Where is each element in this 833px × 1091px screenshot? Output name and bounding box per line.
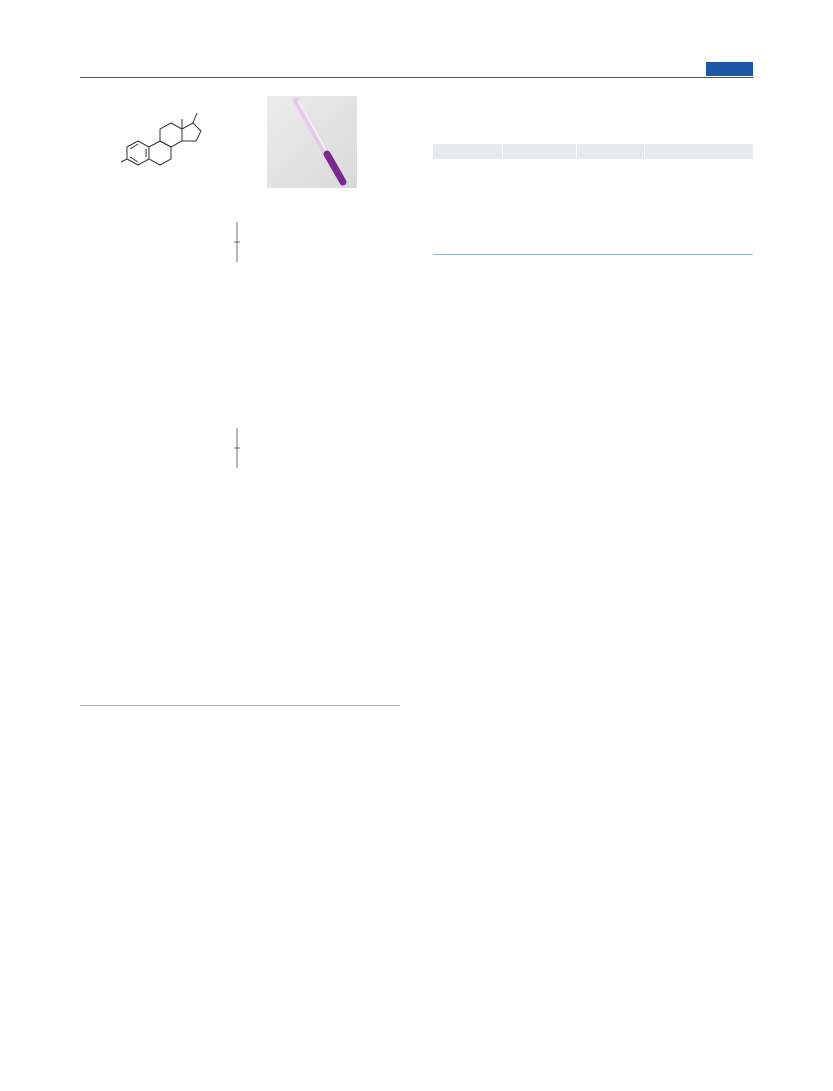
abs-emi-indicator [234,428,240,468]
panel-e-spectra [80,410,250,595]
panel-d-kinetics [256,210,406,390]
panel-f-kinetics [256,410,406,595]
table-col-divider [502,144,503,159]
table-col-divider [576,144,577,159]
estradiol-structure [105,95,215,185]
table-col-divider [644,144,645,159]
figure-bottom-rule [80,705,400,706]
table-bottom-rule [433,254,753,255]
header-rule [80,77,753,78]
panel-c-spectra [80,210,250,390]
header-tab [706,62,753,76]
abs-emi-indicator [234,222,240,262]
sample-tube-photo [267,96,357,188]
table-header-row [433,144,753,159]
